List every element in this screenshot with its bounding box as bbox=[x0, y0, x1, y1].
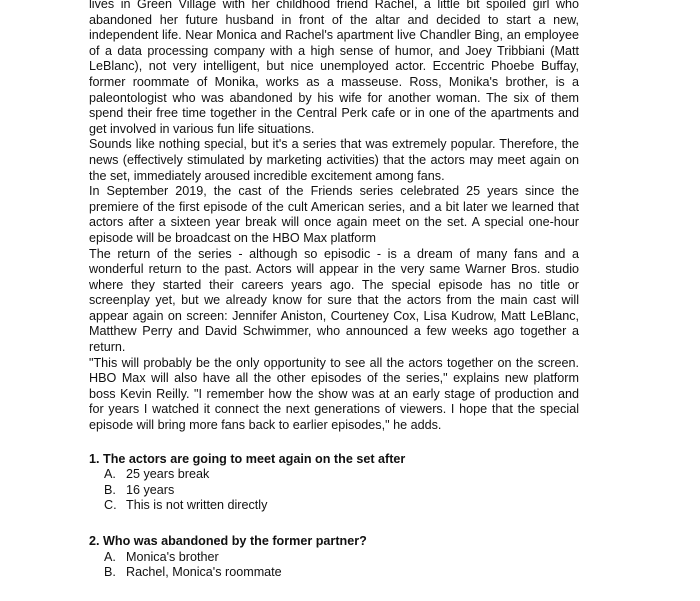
option-letter: A. bbox=[104, 549, 116, 564]
answer-option-b[interactable] bbox=[89, 565, 579, 581]
answer-option-c[interactable] bbox=[89, 498, 579, 514]
paragraph-popularity: Sounds like nothing special, but it's a series that was extremely popular. Therefore, the news (effectively stimulated by marketing activities) that the actors may meet again on the set, immediately aroused incredible excitement among fans. bbox=[89, 137, 579, 183]
option-letter: A. bbox=[104, 467, 116, 482]
option-text: 16 years bbox=[126, 482, 175, 497]
question-title: 2. Who was abandoned by the former partner? bbox=[89, 534, 367, 548]
answer-option-b[interactable] bbox=[89, 483, 579, 499]
paragraph-anniversary: In September 2019, the cast of the Friends series celebrated 25 years since the premiere of the first episode of the cult American series, and a bit later we learned that actors after a sixteen year break will once again meet on the set. A special one-hour episode will be broadcast on the HBO Max platform bbox=[89, 184, 579, 245]
answer-options bbox=[89, 467, 579, 514]
answer-options bbox=[89, 550, 579, 581]
option-text: Rachel, Monica's roommate bbox=[126, 565, 282, 580]
question-title: 1. The actors are going to meet again on the set after bbox=[89, 451, 406, 466]
option-text: Monica's brother bbox=[126, 549, 219, 564]
option-letter: B. bbox=[104, 565, 116, 580]
paragraph-return: The return of the series - although so episodic - is a dream of many fans and a wonderful return to the past. Actors will appear in the very same Warner Bros. studio where they started their careers years ago. The special episode has no title or screenplay yet, but we already know for sure that the actors from the main cast will appear again on screen: Jennifer Aniston, Courteney Cox, Lisa Kudrow, Matt LeBlanc, Matthew Perry and David Schwimmer, who announced a few weeks ago together a return. bbox=[89, 246, 579, 355]
document-page bbox=[89, 0, 579, 601]
question-2 bbox=[89, 534, 579, 581]
article-text bbox=[89, 0, 579, 434]
answer-option-a[interactable] bbox=[89, 467, 579, 483]
option-text: 25 years break bbox=[126, 467, 210, 482]
questions-section bbox=[89, 452, 579, 581]
paragraph-characters: lives in Green Village with her childhood friend Rachel, a little bit spoiled girl who abandoned her future husband in front of the altar and decided to start a new, independent life. Near Monica and Rachel's apartment live Chandler Bing, an employee of a data processing company with a high sense of humor, and Joey Tribbiani (Matt LeBlanc), not very intelligent, but nice unemployed actor. Eccentric Phoebe Buffay, former roommate of Monika, works as a masseuse. Ross, Monika's brother, is a paleontologist who was abandoned by his wife for another woman. The six of them spend their free time together in the Central Perk cafe or in one of the apartments and get involved in various fun life situations. bbox=[89, 0, 579, 136]
option-letter: C. bbox=[104, 498, 117, 513]
question-1 bbox=[89, 452, 579, 514]
answer-option-a[interactable] bbox=[89, 550, 579, 566]
option-letter: B. bbox=[104, 482, 116, 497]
paragraph-quote: "This will probably be the only opportunity to see all the actors together on the screen. HBO Max will also have all the other episodes of the series," explains new platform boss Kevin Reilly. "I remember how the show was at an early stage of production and for years I watched it connect the next generations of viewers. I hope that the special episode will bring more fans back to earlier episodes," he adds. bbox=[89, 355, 579, 433]
option-text: This is not written directly bbox=[126, 498, 268, 513]
